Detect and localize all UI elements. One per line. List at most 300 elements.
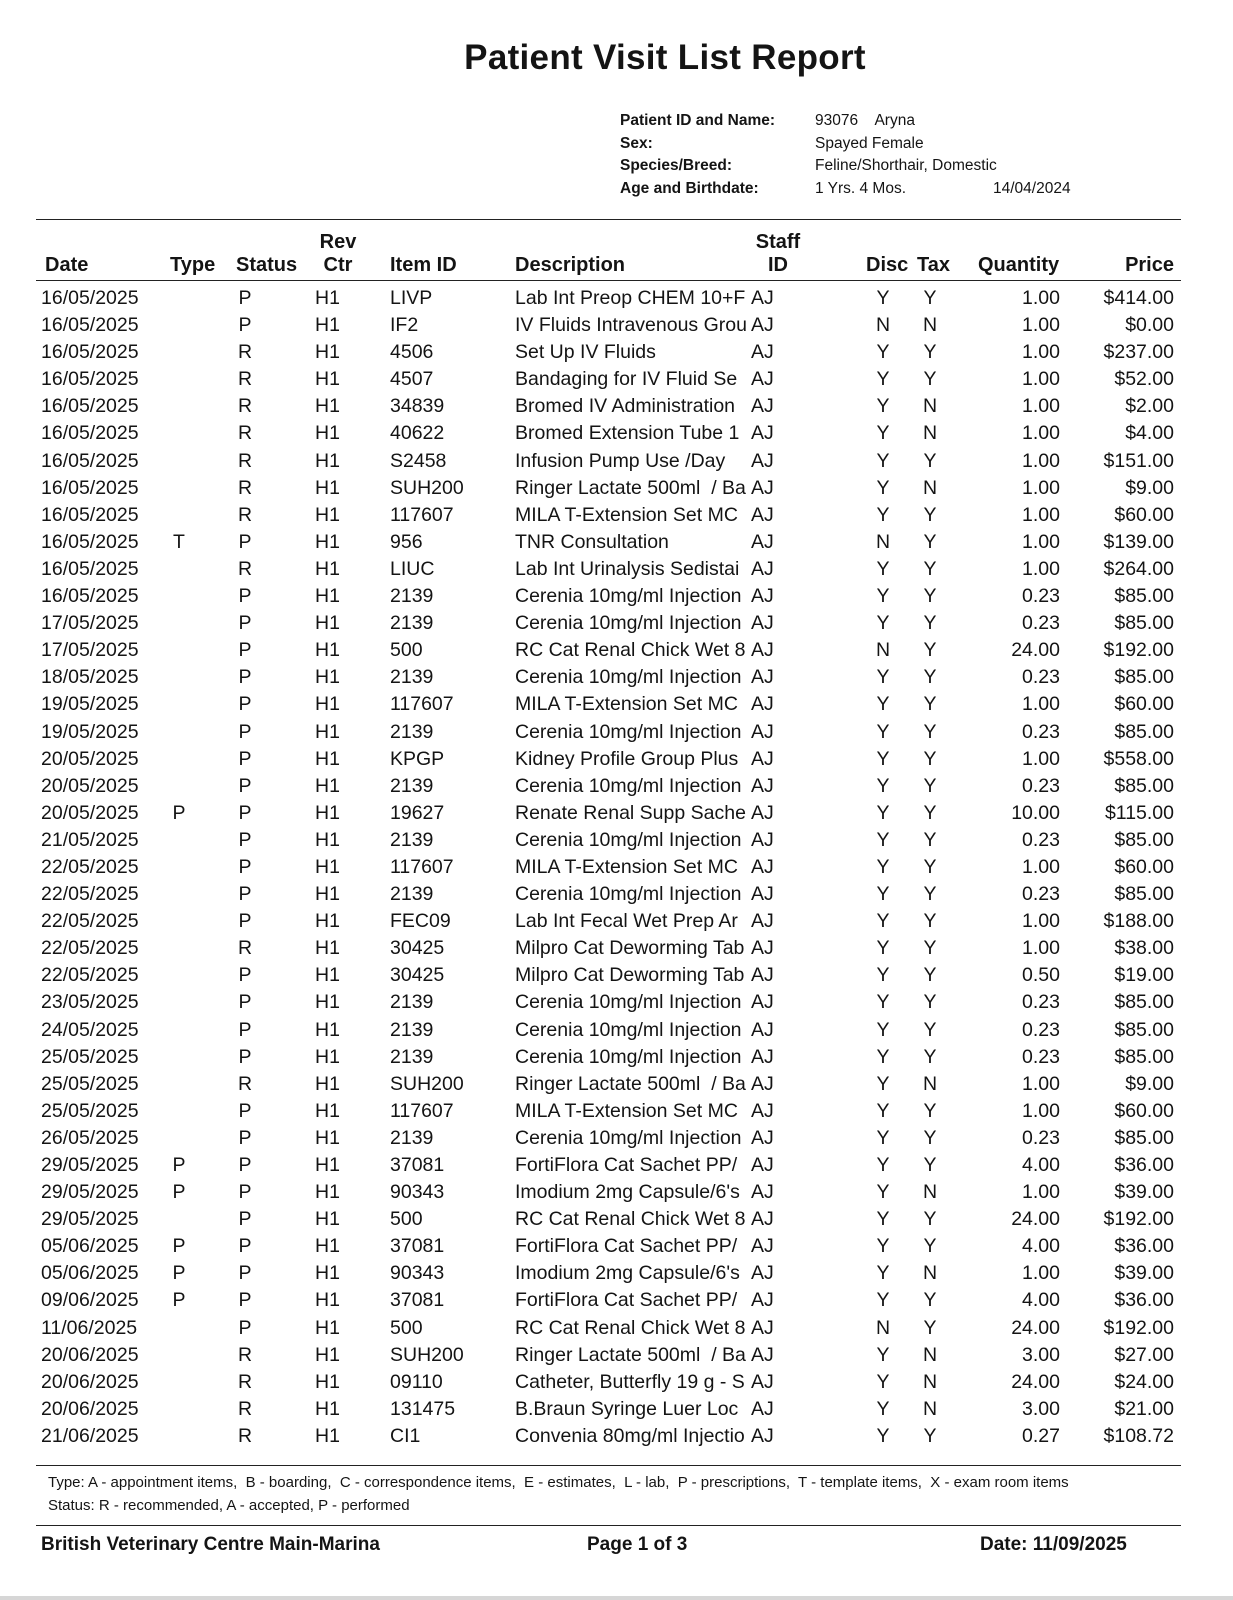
staff-id-cell: AJ (751, 639, 774, 662)
price-cell: $115.00 (1104, 801, 1174, 824)
rev-ctr-cell: H1 (315, 395, 340, 418)
price-cell: $237.00 (1103, 341, 1174, 364)
visit-date-cell: 22/05/2025 (41, 964, 139, 987)
quantity-cell: 24.00 (1011, 1208, 1060, 1231)
staff-id-cell: AJ (751, 747, 774, 770)
price-cell: $188.00 (1103, 910, 1174, 933)
description-cell: Bromed Extension Tube 1 (515, 422, 740, 445)
description-cell: MILA T-Extension Set MC (515, 693, 738, 716)
table-row (0, 773, 1233, 800)
staff-id-cell: AJ (751, 1208, 774, 1231)
table-row (0, 1342, 1233, 1369)
quantity-cell: 0.23 (1022, 991, 1060, 1014)
tax-cell: N (922, 1397, 938, 1420)
price-cell: $38.00 (1114, 937, 1174, 960)
disc-cell: N (875, 530, 891, 553)
legend (48, 1472, 1069, 1517)
visit-type-cell: T (173, 530, 185, 553)
price-cell: $85.00 (1114, 991, 1174, 1014)
staff-id-cell: AJ (751, 1289, 774, 1312)
tax-cell: Y (923, 557, 937, 580)
visit-status-cell: R (238, 1424, 253, 1447)
disc-cell: Y (876, 991, 890, 1014)
table-row (0, 1315, 1233, 1342)
disc-cell: Y (876, 395, 890, 418)
legend-status: Status: R - recommended, A - accepted, P - performed (48, 1496, 410, 1514)
visit-status-cell: P (238, 1126, 252, 1149)
price-cell: $19.00 (1114, 964, 1174, 987)
rev-ctr-cell: H1 (315, 530, 340, 553)
visit-date-cell: 17/05/2025 (41, 612, 139, 635)
col-staff-top: Staff (755, 231, 801, 253)
visit-date-cell: 16/05/2025 (41, 530, 139, 553)
description-cell: Cerenia 10mg/ml Injection (515, 991, 742, 1014)
visit-date-cell: 16/05/2025 (41, 287, 139, 309)
page-number: Page 1 of 3 (587, 1534, 688, 1555)
quantity-cell: 0.23 (1022, 1126, 1060, 1149)
visit-date-cell: 29/05/2025 (41, 1208, 139, 1231)
staff-id-cell: AJ (751, 1343, 774, 1366)
table-row (0, 664, 1233, 691)
table-row (0, 854, 1233, 881)
table-row (0, 908, 1233, 935)
staff-id-cell: AJ (751, 530, 774, 553)
quantity-cell: 1.00 (1022, 1072, 1060, 1095)
table-row (0, 285, 1233, 312)
staff-id-cell: AJ (751, 1072, 774, 1095)
disc-cell: Y (876, 666, 890, 689)
staff-id-cell: AJ (751, 1181, 774, 1204)
visit-date-cell: 09/06/2025 (41, 1289, 139, 1312)
quantity-cell: 4.00 (1022, 1289, 1060, 1312)
visit-date-cell: 16/05/2025 (41, 476, 139, 499)
tax-cell: Y (923, 801, 937, 824)
item-id-cell: 2139 (390, 585, 434, 608)
staff-id-cell: AJ (751, 964, 774, 987)
visit-date-cell: 22/05/2025 (41, 910, 139, 933)
tax-cell: N (922, 395, 938, 418)
visit-status-cell: R (238, 449, 253, 472)
rev-ctr-cell: H1 (315, 964, 340, 987)
item-id-cell: 30425 (390, 937, 445, 960)
visit-status-cell: P (238, 1181, 252, 1204)
description-cell: B.Braun Syringe Luer Loc (515, 1397, 739, 1420)
header-bottom-rule (36, 280, 1181, 281)
tax-cell: N (922, 314, 938, 337)
table-row (0, 1369, 1233, 1396)
tax-cell: N (922, 422, 938, 445)
staff-id-cell: AJ (751, 422, 774, 445)
visit-date-cell: 19/05/2025 (41, 720, 139, 743)
visit-type-cell: P (172, 1235, 186, 1258)
description-cell: Ringer Lactate 500ml / Ba (515, 476, 746, 499)
description-cell: Bromed IV Administration (515, 395, 736, 418)
table-row (0, 1396, 1233, 1423)
tax-cell: Y (923, 585, 937, 608)
price-cell: $85.00 (1114, 585, 1174, 608)
disc-cell: Y (876, 557, 890, 580)
staff-id-cell: AJ (751, 910, 774, 933)
description-cell: RC Cat Renal Chick Wet 8 (515, 1208, 746, 1231)
tax-cell: Y (923, 693, 937, 716)
price-cell: $264.00 (1103, 557, 1174, 580)
price-cell: $85.00 (1114, 1045, 1174, 1068)
tax-cell: Y (923, 1045, 937, 1068)
description-cell: FortiFlora Cat Sachet PP/ (515, 1154, 738, 1176)
item-id-cell: 37081 (390, 1154, 445, 1176)
visit-date-cell: 16/05/2025 (41, 585, 139, 608)
staff-id-cell: AJ (751, 1126, 774, 1149)
description-cell: Milpro Cat Deworming Tab (515, 937, 745, 960)
description-cell: Imodium 2mg Capsule/6's (515, 1262, 740, 1285)
visit-status-cell: P (238, 1154, 252, 1176)
price-cell: $414.00 (1103, 287, 1174, 309)
description-cell: Cerenia 10mg/ml Injection (515, 883, 742, 906)
item-id-cell: 2139 (390, 666, 434, 689)
visit-status-cell: R (238, 422, 253, 445)
tax-cell: Y (923, 1316, 937, 1339)
item-id-cell: 19627 (390, 801, 445, 824)
staff-id-cell: AJ (751, 883, 774, 906)
rev-ctr-cell: H1 (315, 1154, 340, 1176)
disc-cell: Y (876, 503, 890, 526)
item-id-cell: SUH200 (390, 1072, 464, 1095)
quantity-cell: 1.00 (1022, 855, 1060, 878)
disc-cell: Y (876, 1181, 890, 1204)
price-cell: $108.72 (1103, 1424, 1174, 1447)
visit-type-cell: P (172, 801, 186, 824)
tax-cell: Y (923, 1099, 937, 1122)
visit-date-cell: 25/05/2025 (41, 1072, 139, 1095)
description-cell: Ringer Lactate 500ml / Ba (515, 1072, 746, 1095)
rev-ctr-cell: H1 (315, 1289, 340, 1312)
price-cell: $36.00 (1114, 1235, 1174, 1258)
visit-status-cell: P (238, 314, 252, 337)
item-id-cell: 37081 (390, 1289, 445, 1312)
price-cell: $192.00 (1103, 1208, 1174, 1231)
patient-sex: Spayed Female (815, 134, 924, 152)
tax-cell: Y (923, 910, 937, 933)
table-row (0, 1287, 1233, 1314)
table-row (0, 1179, 1233, 1206)
table-row (0, 502, 1233, 529)
disc-cell: Y (876, 1208, 890, 1231)
table-row (0, 1044, 1233, 1071)
quantity-cell: 1.00 (1022, 1181, 1060, 1204)
price-cell: $85.00 (1114, 1126, 1174, 1149)
quantity-cell: 0.23 (1022, 774, 1060, 797)
quantity-cell: 0.50 (1022, 964, 1060, 987)
table-row (0, 393, 1233, 420)
quantity-cell: 1.00 (1022, 449, 1060, 472)
visit-status-cell: R (238, 503, 253, 526)
description-cell: Milpro Cat Deworming Tab (515, 964, 745, 987)
description-cell: Ringer Lactate 500ml / Ba (515, 1343, 746, 1366)
visit-status-cell: P (238, 1289, 252, 1312)
disc-cell: Y (876, 1018, 890, 1041)
description-cell: Cerenia 10mg/ml Injection (515, 1126, 742, 1149)
table-row (0, 691, 1233, 718)
disc-cell: N (875, 639, 891, 662)
table-row (0, 1071, 1233, 1098)
item-id-cell: SUH200 (390, 476, 464, 499)
disc-cell: Y (876, 1397, 890, 1420)
item-id-cell: 500 (390, 639, 423, 662)
item-id-cell: 2139 (390, 612, 434, 635)
description-cell: Cerenia 10mg/ml Injection (515, 828, 742, 851)
table-row (0, 1125, 1233, 1152)
staff-id-cell: AJ (751, 1316, 774, 1339)
description-cell: Lab Int Fecal Wet Prep Ar (515, 910, 738, 933)
disc-cell: Y (876, 476, 890, 499)
disc-cell: Y (876, 774, 890, 797)
disc-cell: Y (876, 828, 890, 851)
visit-status-cell: P (238, 991, 252, 1014)
quantity-cell: 4.00 (1022, 1235, 1060, 1258)
staff-id-cell: AJ (751, 1045, 774, 1068)
visit-status-cell: P (238, 883, 252, 906)
quantity-cell: 1.00 (1022, 747, 1060, 770)
price-cell: $60.00 (1114, 693, 1174, 716)
item-id-cell: LIUC (390, 557, 435, 580)
patient-id-label: Patient ID and Name: (620, 112, 776, 129)
staff-id-cell: AJ (751, 1397, 774, 1420)
item-id-cell: 2139 (390, 1126, 434, 1149)
disc-cell: Y (876, 1343, 890, 1366)
price-cell: $52.00 (1114, 368, 1174, 391)
col-date: Date (45, 254, 89, 276)
visit-date-cell: 20/05/2025 (41, 801, 139, 824)
quantity-cell: 1.00 (1022, 1099, 1060, 1122)
visit-status-cell: P (238, 801, 252, 824)
tax-cell: Y (923, 503, 937, 526)
rev-ctr-cell: H1 (315, 991, 340, 1014)
legend-type: Type: A - appointment items, B - boarding, C - correspondence items, E - estimates, L - lab, P - prescriptions, T - template items, X - exam room items (48, 1474, 1069, 1491)
visit-date-cell: 16/05/2025 (41, 314, 139, 337)
visit-status-cell: P (238, 747, 252, 770)
price-cell: $36.00 (1114, 1154, 1174, 1176)
quantity-cell: 0.23 (1022, 883, 1060, 906)
quantity-cell: 1.00 (1022, 503, 1060, 526)
quantity-cell: 10.00 (1011, 801, 1060, 824)
disc-cell: Y (876, 1045, 890, 1068)
price-cell: $39.00 (1114, 1181, 1174, 1204)
disc-cell: Y (876, 855, 890, 878)
item-id-cell: 2139 (390, 720, 434, 743)
disc-cell: Y (876, 449, 890, 472)
visit-status-cell: R (238, 341, 253, 364)
price-cell: $85.00 (1114, 883, 1174, 906)
rev-ctr-cell: H1 (315, 1072, 340, 1095)
rev-ctr-cell: H1 (315, 557, 340, 580)
description-cell: Convenia 80mg/ml Injectio (515, 1424, 745, 1447)
table-row (0, 529, 1233, 556)
disc-cell: Y (876, 747, 890, 770)
table-row (0, 448, 1233, 475)
visit-date-cell: 18/05/2025 (41, 666, 139, 689)
col-price: Price (1125, 254, 1174, 276)
rev-ctr-cell: H1 (315, 774, 340, 797)
table-row (0, 881, 1233, 908)
item-id-cell: 4507 (390, 368, 434, 391)
tax-cell: Y (923, 964, 937, 987)
price-cell: $2.00 (1125, 395, 1174, 418)
price-cell: $9.00 (1125, 1072, 1174, 1095)
rev-ctr-cell: H1 (315, 1343, 340, 1366)
quantity-cell: 1.00 (1022, 314, 1060, 337)
disc-cell: Y (876, 1289, 890, 1312)
quantity-cell: 24.00 (1011, 1316, 1060, 1339)
visit-date-cell: 26/05/2025 (41, 1126, 139, 1149)
tax-cell: Y (923, 1289, 937, 1312)
description-cell: Infusion Pump Use /Day (515, 449, 726, 472)
rev-ctr-cell: H1 (315, 1045, 340, 1068)
rev-ctr-cell: H1 (315, 639, 340, 662)
item-id-cell: CI1 (390, 1424, 421, 1447)
staff-id-cell: AJ (751, 937, 774, 960)
quantity-cell: 1.00 (1022, 910, 1060, 933)
visit-status-cell: R (238, 395, 253, 418)
staff-id-cell: AJ (751, 1018, 774, 1041)
quantity-cell: 1.00 (1022, 530, 1060, 553)
rev-ctr-cell: H1 (315, 1181, 340, 1204)
description-cell: Bandaging for IV Fluid Se (515, 368, 738, 391)
tax-cell: Y (923, 1235, 937, 1258)
disc-cell: Y (876, 1370, 890, 1393)
visit-type-cell: P (172, 1289, 186, 1312)
item-id-cell: 956 (390, 530, 423, 553)
disc-cell: Y (876, 585, 890, 608)
visit-table-body (0, 285, 1233, 1450)
disc-cell: Y (876, 801, 890, 824)
item-id-cell: 2139 (390, 828, 434, 851)
rev-ctr-cell: H1 (315, 287, 340, 309)
visit-status-cell: R (238, 557, 253, 580)
visit-date-cell: 23/05/2025 (41, 991, 139, 1014)
rev-ctr-cell: H1 (315, 341, 340, 364)
age-label: Age and Birthdate: (620, 179, 759, 197)
patient-birthdate: 14/04/2024 (993, 179, 1071, 197)
item-id-cell: LIVP (390, 287, 433, 309)
table-row (0, 556, 1233, 583)
price-cell: $139.00 (1103, 530, 1174, 553)
staff-id-cell: AJ (751, 585, 774, 608)
staff-id-cell: AJ (751, 395, 774, 418)
header-top-rule (36, 219, 1181, 220)
disc-cell: Y (876, 287, 890, 309)
item-id-cell: S2458 (390, 449, 447, 472)
rev-ctr-cell: H1 (315, 1099, 340, 1122)
rev-ctr-cell: H1 (315, 1397, 340, 1420)
table-row (0, 935, 1233, 962)
col-item-id: Item ID (390, 254, 457, 276)
price-cell: $85.00 (1114, 666, 1174, 689)
visit-date-cell: 29/05/2025 (41, 1181, 139, 1204)
report-date: Date: 11/09/2025 (980, 1534, 1127, 1555)
rev-ctr-cell: H1 (315, 883, 340, 906)
description-cell: Cerenia 10mg/ml Injection (515, 720, 742, 743)
price-cell: $85.00 (1114, 1018, 1174, 1041)
tax-cell: N (922, 1072, 938, 1095)
price-cell: $27.00 (1114, 1343, 1174, 1366)
rev-ctr-cell: H1 (315, 801, 340, 824)
quantity-cell: 1.00 (1022, 422, 1060, 445)
price-cell: $60.00 (1114, 503, 1174, 526)
col-quantity: Quantity (978, 254, 1060, 276)
visit-date-cell: 24/05/2025 (41, 1018, 139, 1041)
rev-ctr-cell: H1 (315, 1424, 340, 1447)
item-id-cell: 37081 (390, 1235, 445, 1258)
price-cell: $85.00 (1114, 774, 1174, 797)
tax-cell: Y (923, 1018, 937, 1041)
visit-status-cell: R (238, 476, 253, 499)
price-cell: $4.00 (1125, 422, 1174, 445)
visit-date-cell: 19/05/2025 (41, 693, 139, 716)
visit-date-cell: 05/06/2025 (41, 1262, 139, 1285)
visit-status-cell: P (238, 910, 252, 933)
quantity-cell: 1.00 (1022, 287, 1060, 309)
visit-status-cell: P (238, 1208, 252, 1231)
tax-cell: N (922, 1343, 938, 1366)
staff-id-cell: AJ (751, 341, 774, 364)
description-cell: Cerenia 10mg/ml Injection (515, 585, 742, 608)
staff-id-cell: AJ (751, 314, 774, 337)
visit-status-cell: R (238, 1072, 253, 1095)
visit-date-cell: 20/05/2025 (41, 747, 139, 770)
disc-cell: Y (876, 341, 890, 364)
rev-ctr-cell: H1 (315, 1018, 340, 1041)
visit-date-cell: 16/05/2025 (41, 557, 139, 580)
tax-cell: Y (923, 368, 937, 391)
sex-label: Sex: (620, 134, 653, 152)
rev-ctr-cell: H1 (315, 476, 340, 499)
staff-id-cell: AJ (751, 557, 774, 580)
description-cell: RC Cat Renal Chick Wet 8 (515, 639, 746, 662)
rev-ctr-cell: H1 (315, 1126, 340, 1149)
disc-cell: Y (876, 1262, 890, 1285)
item-id-cell: FEC09 (390, 910, 451, 933)
item-id-cell: 2139 (390, 883, 434, 906)
quantity-cell: 4.00 (1022, 1154, 1060, 1176)
tax-cell: Y (923, 937, 937, 960)
visit-type-cell: P (172, 1181, 186, 1204)
rev-ctr-cell: H1 (315, 585, 340, 608)
disc-cell: Y (876, 1424, 890, 1447)
tax-cell: Y (923, 828, 937, 851)
rev-ctr-cell: H1 (315, 910, 340, 933)
visit-date-cell: 22/05/2025 (41, 883, 139, 906)
visit-status-cell: P (238, 964, 252, 987)
page-bottom-edge (0, 1596, 1233, 1600)
rev-ctr-cell: H1 (315, 1370, 340, 1393)
tax-cell: Y (923, 449, 937, 472)
table-row (0, 800, 1233, 827)
description-cell: Cerenia 10mg/ml Injection (515, 612, 742, 635)
rev-ctr-cell: H1 (315, 1208, 340, 1231)
tax-cell: Y (923, 1424, 937, 1447)
staff-id-cell: AJ (751, 1262, 774, 1285)
description-cell: MILA T-Extension Set MC (515, 855, 738, 878)
table-row (0, 827, 1233, 854)
item-id-cell: 500 (390, 1208, 423, 1231)
item-id-cell: 500 (390, 1316, 423, 1339)
tax-cell: Y (923, 1208, 937, 1231)
visit-status-cell: P (238, 1262, 252, 1285)
tax-cell: Y (923, 530, 937, 553)
price-cell: $85.00 (1114, 612, 1174, 635)
patient-info-values (815, 110, 1071, 200)
quantity-cell: 1.00 (1022, 368, 1060, 391)
